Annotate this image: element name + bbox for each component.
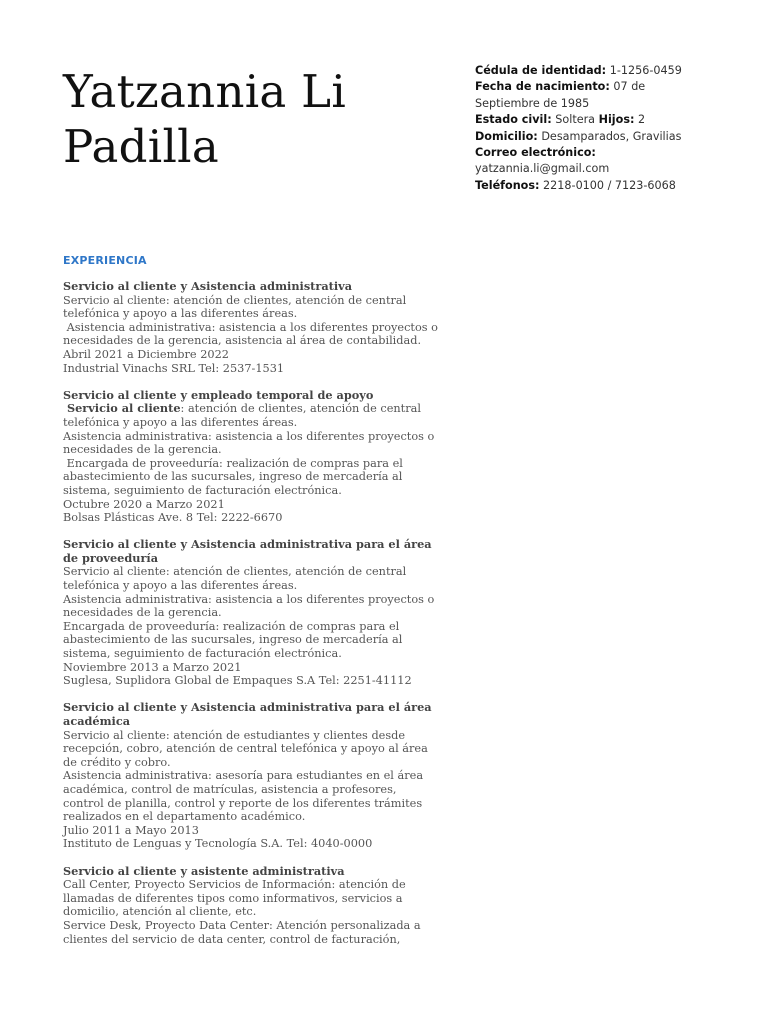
job-title: Servicio al cliente y empleado temporal de apoyo — [63, 387, 374, 402]
telefonos-value: 2218-0100 / 7123-6068 — [539, 178, 676, 192]
domicilio-value: Desamparados, Gravilias — [537, 129, 682, 143]
contact-estado — [475, 112, 695, 128]
estado-value: Soltera — [551, 113, 599, 127]
job-title: Servicio al cliente y asistente administrativa — [63, 863, 345, 878]
job-dates: Noviembre 2013 a Marzo 2021 — [63, 660, 242, 674]
contact-telefonos — [475, 178, 695, 194]
job-line-bold: Servicio al cliente — [63, 401, 181, 416]
experience-list — [63, 279, 442, 960]
candidate-name — [63, 64, 443, 174]
contact-correo-label: Correo electrónico: — [475, 146, 596, 160]
job-company: Instituto de Lenguas y Tecnología S.A. Tel: 4040-0000 — [63, 837, 373, 851]
job-line: Asistencia administrativa: asesoría para estudiantes en el área académica, control de matrículas, asistencia a profesores, control de planilla, control y reporte de los diferentes trámites realizados en el departamento académico. — [63, 769, 427, 824]
nacimiento-label: Fecha de nacimiento: — [475, 80, 610, 94]
contact-nacimiento — [475, 79, 695, 112]
job-title: Servicio al cliente y Asistencia administrativa para el área de proveeduría — [63, 537, 436, 565]
job-entry — [63, 865, 438, 947]
section-heading-experiencia: EXPERIENCIA — [63, 254, 147, 267]
job-line-rest: : atención de clientes, atención de central telefónica y apoyo a las diferentes áreas. — [63, 402, 425, 429]
contact-domicilio — [475, 129, 695, 145]
hijos-label: Hijos: — [598, 113, 635, 127]
domicilio-label: Domicilio: — [475, 129, 538, 143]
job-line: Encargada de proveeduría: realización de compras para el abastecimiento de las sucursales, ingreso de mercadería al sistema, seguimiento de facturación electrónica. — [63, 456, 407, 497]
cedula-value: 1-1256-0459 — [606, 64, 682, 77]
estado-label: Estado civil: — [475, 113, 552, 127]
job-line: Asistencia administrativa: asistencia a los diferentes proyectos o necesidades de la gerencia. — [63, 592, 438, 620]
job-dates: Abril 2021 a Diciembre 2022 — [63, 347, 229, 361]
hijos-value: 2 — [634, 113, 646, 127]
job-entry — [63, 538, 438, 688]
job-line — [63, 402, 438, 429]
job-line: Encargada de proveeduría: realización de compras para el abastecimiento de las sucursales, ingreso de mercadería al sistema, seguimiento de facturación electrónica. — [63, 619, 406, 661]
job-entry — [63, 389, 438, 525]
job-dates: Julio 2011 a Mayo 2013 — [63, 823, 199, 837]
job-title: Servicio al cliente y Asistencia administrativa para el área académica — [63, 700, 436, 728]
job-company: Industrial Vinachs SRL Tel: 2537-1531 — [63, 361, 285, 375]
job-line: Servicio al cliente: atención de estudiantes y clientes desde recepción, cobro, atención de central telefónica y apoyo al área de crédito y cobro. — [63, 728, 432, 769]
name-line-2: Padilla — [63, 120, 219, 173]
contact-info — [475, 63, 695, 194]
job-entry — [63, 701, 438, 851]
job-title: Servicio al cliente y Asistencia administrativa — [63, 279, 353, 293]
job-line: Servicio al cliente: atención de clientes, atención de central telefónica y apoyo a las diferentes áreas. — [63, 293, 410, 321]
job-entry — [63, 279, 442, 375]
contact-correo-value: yatzannia.li@gmail.com — [475, 162, 610, 176]
job-company: Suglesa, Suplidora Global de Empaques S.A Tel: 2251-41112 — [63, 674, 412, 688]
job-company: Bolsas Plásticas Ave. 8 Tel: 2222-6670 — [63, 511, 283, 525]
job-line: Asistencia administrativa: asistencia a los diferentes proyectos o necesidades de la gerencia. — [63, 429, 438, 457]
telefonos-label: Teléfonos: — [475, 178, 540, 192]
contact-cedula — [475, 63, 695, 79]
job-line: Servicio al cliente: atención de clientes, atención de central telefónica y apoyo a las diferentes áreas. — [63, 565, 410, 593]
name-line-1: Yatzannia Li — [63, 65, 347, 118]
nacimiento-value: 07 de Septiembre de 1985 — [475, 80, 646, 110]
cedula-label: Cédula de identidad: — [475, 64, 607, 77]
job-line: Call Center, Proyecto Servicios de Información: atención de llamadas de diferentes tipos como informativos, servicios a domicilio, atención al cliente, etc. — [63, 878, 410, 919]
job-dates: Octubre 2020 a Marzo 2021 — [63, 497, 225, 511]
job-line: Asistencia administrativa: asistencia a los diferentes proyectos o necesidades de la gerencia, asistencia al área de contabilidad. — [63, 320, 442, 348]
job-line: Service Desk, Proyecto Data Center: Atención personalizada a clientes del servicio de data center, control de facturación, — [63, 918, 425, 946]
